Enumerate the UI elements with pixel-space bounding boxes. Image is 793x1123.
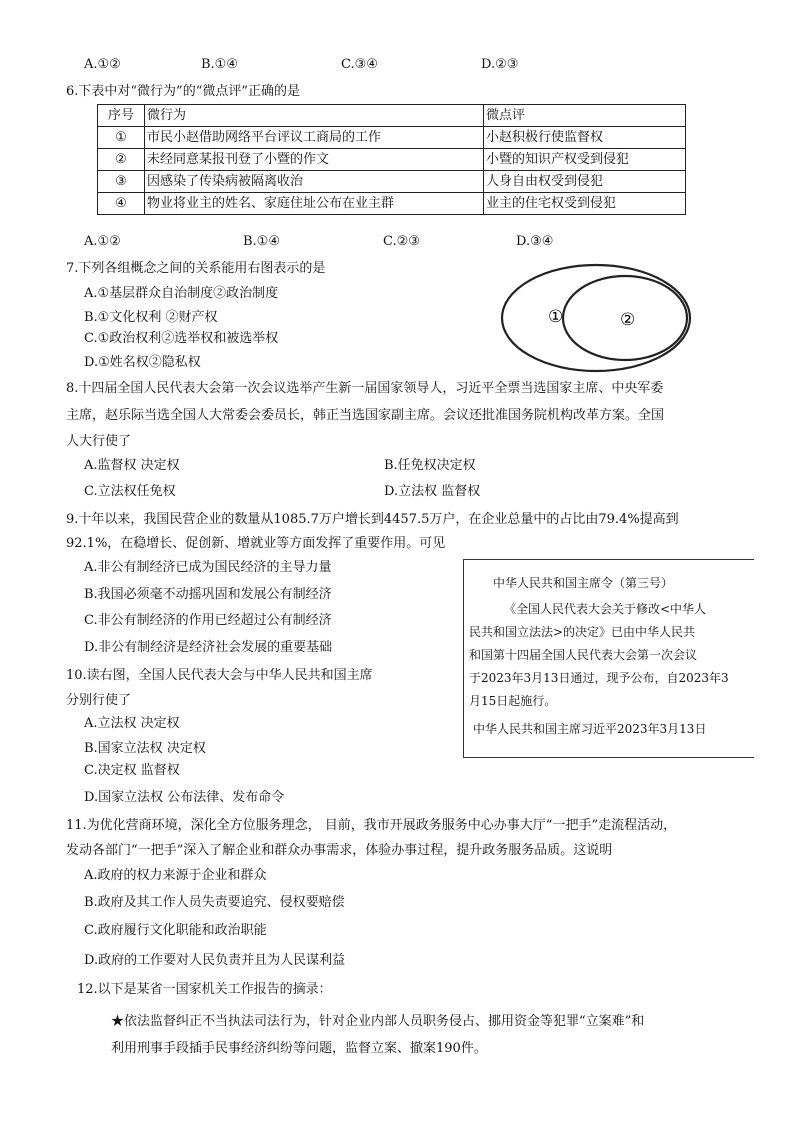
table-cell: 市民小赵借助网络平台评议工商局的工作 bbox=[145, 127, 484, 149]
notice-body-line: 于2023年3月13日通过，现予公布，自2023年3 bbox=[469, 671, 729, 685]
q11-stem-line: 发动各部门“一把手”深入了解企业和群众办事需求，体验办事过程，提升政务服务品质。这说明 bbox=[66, 843, 613, 858]
table-cell: 小赵积极行使监督权 bbox=[484, 127, 686, 149]
q10-option-c: C.决定权 监督权 bbox=[84, 763, 180, 778]
q11-option-d: D.政府的工作要对人民负责并且为人民谋利益 bbox=[84, 953, 346, 968]
q10-option-a: A.立法权 决定权 bbox=[84, 716, 180, 731]
q7-option-b: B.①文化权利 ②财产权 bbox=[84, 310, 218, 325]
q5-option-c: C.③④ bbox=[341, 57, 378, 72]
q5-option-a: A.①② bbox=[84, 57, 121, 72]
q9-option-c: C.非公有制经济的作用已经超过公有制经济 bbox=[84, 613, 332, 628]
presidential-order-notice bbox=[463, 559, 754, 758]
q11-stem-line: 11.为优化营商环境，深化全方位服务理念， 目前，我市开展政务服务中心办事大厅“一把手”走流程活动， bbox=[66, 818, 677, 833]
notice-body-line: 《全国人民代表大会关于修改<中华人 bbox=[504, 602, 707, 616]
q6-option-b: B.①④ bbox=[243, 234, 280, 249]
q6-option-c: C.②③ bbox=[383, 234, 420, 249]
table-row bbox=[98, 149, 686, 171]
q6-option-a: A.①② bbox=[84, 234, 121, 249]
q9-stem-line: 92.1%，在稳增长、促创新、增就业等方面发挥了重要作用。可见 bbox=[66, 536, 446, 551]
q8-stem-line: 主席，赵乐际当选全国人大常委会委员长，韩正当选国家副主席。会议还批准国务院机构改革方案。全国 bbox=[66, 408, 665, 423]
q9-option-a: A.非公有制经济已成为国民经济的主导力量 bbox=[84, 560, 332, 575]
q10-stem-line: 分别行使了 bbox=[66, 693, 132, 708]
notice-title: 中华人民共和国主席令（第三号） bbox=[493, 576, 674, 590]
venn-label-1: ① bbox=[548, 307, 564, 327]
q8-option-b: B.任免权决定权 bbox=[384, 458, 476, 473]
table-row bbox=[98, 127, 686, 149]
q6-table bbox=[97, 104, 686, 215]
table-cell: ② bbox=[98, 149, 145, 171]
q5-option-d: D.②③ bbox=[481, 57, 519, 72]
table-cell: ① bbox=[98, 127, 145, 149]
table-cell: ④ bbox=[98, 193, 145, 215]
q8-stem-line: 8.十四届全国人民代表大会第一次会议选举产生新一届国家领导人，习近平全票当选国家主席、中央军委 bbox=[66, 381, 664, 396]
venn-label-2: ② bbox=[620, 310, 636, 330]
q5-option-b: B.①④ bbox=[201, 57, 238, 72]
q9-option-b: B.我国必须毫不动摇巩固和发展公有制经济 bbox=[84, 587, 332, 602]
table-cell: 未经同意某报刊登了小暨的作文 bbox=[145, 149, 484, 171]
q12-excerpt-line: ★依法监督纠正不当执法司法行为，针对企业内部人员职务侵占、挪用资金等犯罪“立案难”和 bbox=[111, 1014, 645, 1029]
q11-option-c: C.政府履行文化职能和政治职能 bbox=[84, 923, 267, 938]
table-header-row bbox=[98, 105, 686, 127]
table-cell: 业主的住宅权受到侵犯 bbox=[484, 193, 686, 215]
table-cell: 人身自由权受到侵犯 bbox=[484, 171, 686, 193]
q7-option-c: C.①政治权利②选举权和被选举权 bbox=[84, 331, 279, 346]
table-header-cell: 微点评 bbox=[484, 105, 686, 127]
venn-diagram bbox=[500, 262, 700, 374]
table-header-cell: 微行为 bbox=[145, 105, 484, 127]
notice-body-line: 和国第十四届全国人民代表大会第一次会议 bbox=[469, 648, 698, 662]
q10-option-d: D.国家立法权 公布法律、发布命令 bbox=[84, 790, 285, 805]
q11-option-b: B.政府及其工作人员失责要追究、侵权要赔偿 bbox=[84, 895, 345, 910]
q8-option-a: A.监督权 决定权 bbox=[84, 458, 180, 473]
q12-excerpt-line: 利用刑事手段插手民事经济纠纷等问题，监督立案、撤案190件。 bbox=[111, 1041, 487, 1056]
q9-stem-line: 9.十年以来，我国民营企业的数量从1085.7万户增长到4457.5万户，在企业总量中的占比由79.4%提高到 bbox=[66, 512, 679, 527]
notice-body-line: 月15日起施行。 bbox=[469, 694, 557, 708]
q7-option-a: A.①基层群众自治制度②政治制度 bbox=[84, 286, 279, 301]
q8-stem-line: 人大行使了 bbox=[66, 434, 132, 449]
notice-body-line: 民共和国立法法>的决定》已由中华人民共 bbox=[469, 625, 696, 639]
table-cell: 因感染了传染病被隔离收治 bbox=[145, 171, 484, 193]
q11-option-a: A.政府的权力来源于企业和群众 bbox=[84, 868, 267, 883]
table-row bbox=[98, 171, 686, 193]
q6-option-d: D.③④ bbox=[516, 234, 554, 249]
notice-signature: 中华人民共和国主席习近平2023年3月13日 bbox=[473, 722, 707, 736]
q7-stem: 7.下列各组概念之间的关系能用右图表示的是 bbox=[66, 261, 326, 276]
q6-stem: 6.下表中对“微行为”的“微点评”正确的是 bbox=[66, 84, 300, 99]
q10-stem-line: 10.读右图，全国人民代表大会与中华人民共和国主席 bbox=[66, 668, 373, 683]
q8-option-c: C.立法权任免权 bbox=[84, 484, 176, 499]
table-cell: 物业将业主的姓名、家庭住址公布在业主群 bbox=[145, 193, 484, 215]
table-cell: 小暨的知识产权受到侵犯 bbox=[484, 149, 686, 171]
q8-option-d: D.立法权 监督权 bbox=[384, 484, 481, 499]
q12-stem: 12.以下是某省一国家机关工作报告的摘录： bbox=[77, 982, 332, 997]
table-cell: ③ bbox=[98, 171, 145, 193]
table-header-cell: 序号 bbox=[98, 105, 145, 127]
q9-option-d: D.非公有制经济是经济社会发展的重要基础 bbox=[84, 640, 333, 655]
q10-option-b: B.国家立法权 决定权 bbox=[84, 741, 206, 756]
q7-option-d: D.①姓名权②隐私权 bbox=[84, 355, 201, 370]
table-row bbox=[98, 193, 686, 215]
